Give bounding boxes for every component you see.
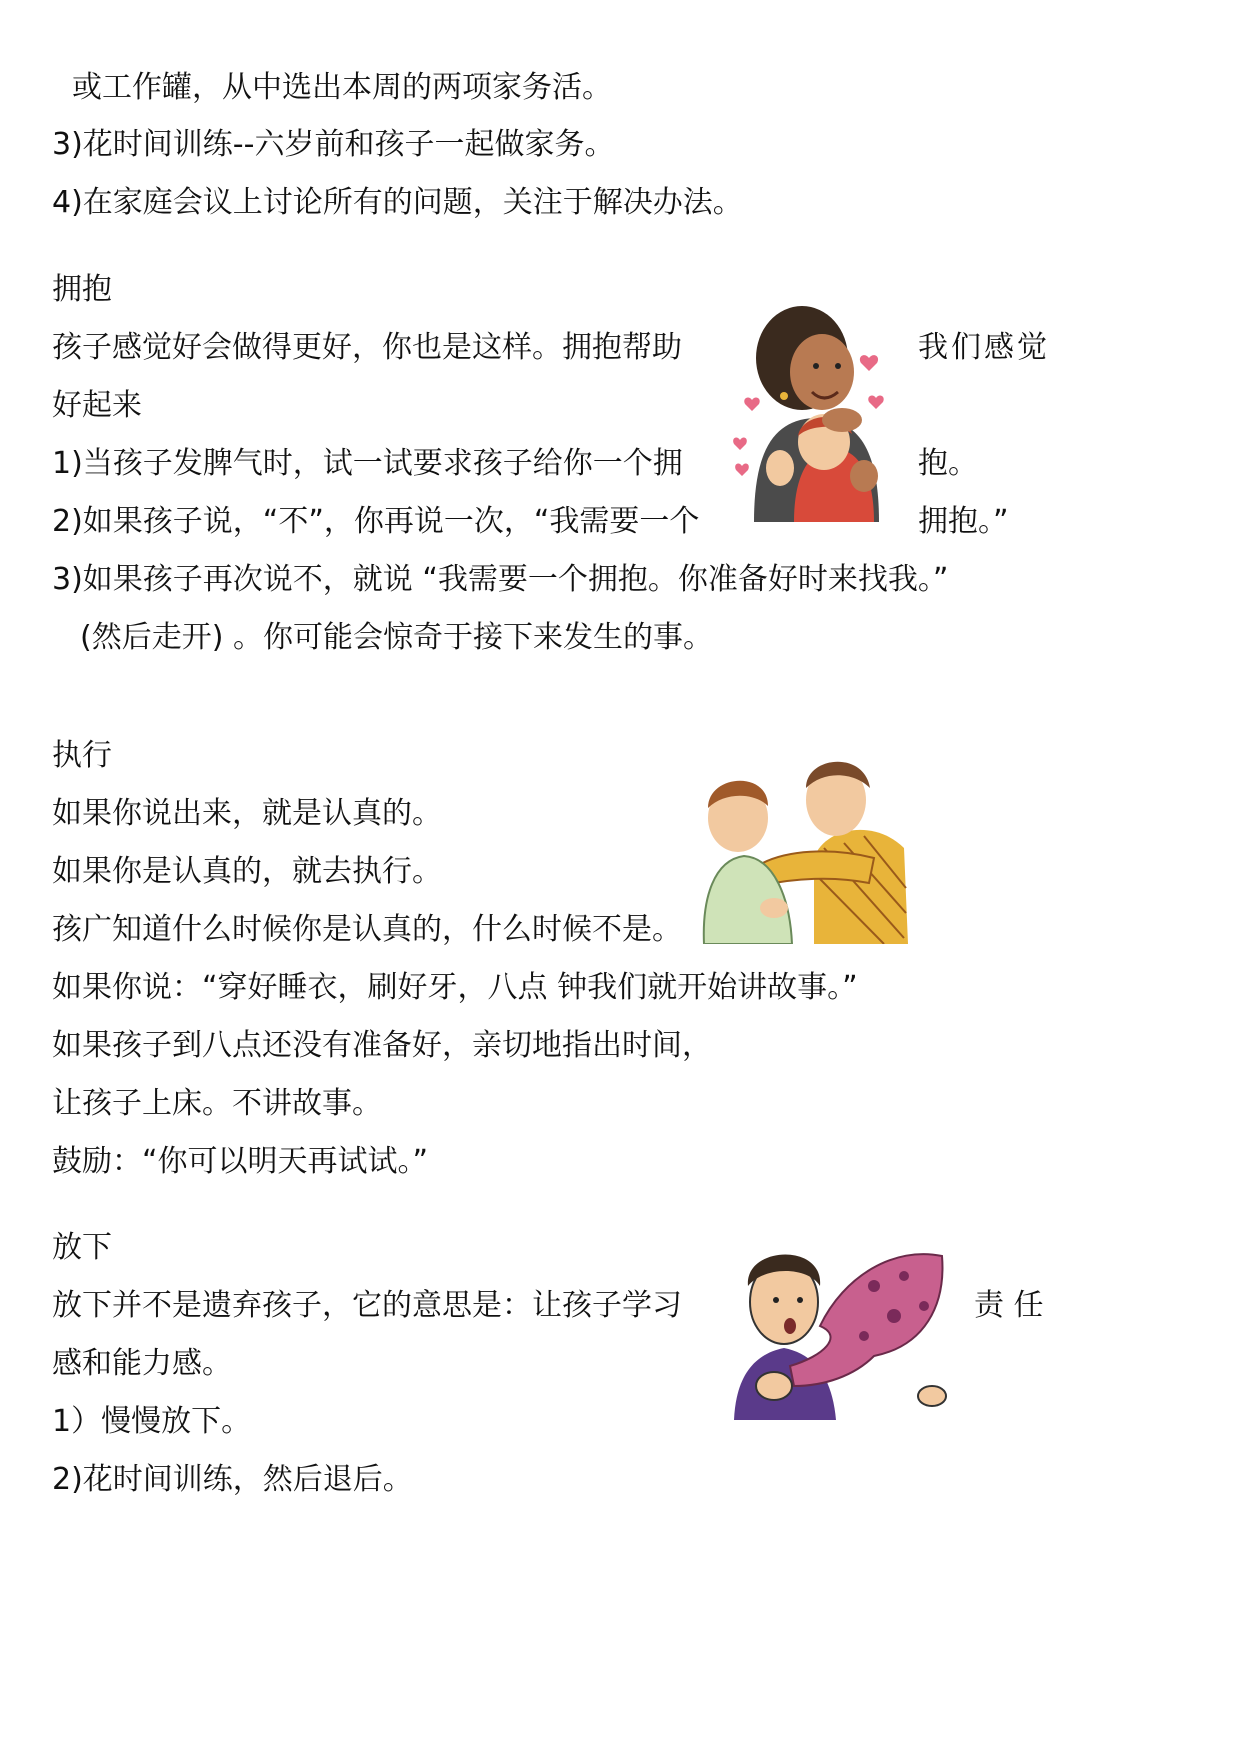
hug-paragraph-cont: 好起来: [52, 388, 142, 423]
letgo-item-2: 2)花时间训练，然后退后。: [52, 1462, 413, 1497]
follow-line-3: 孩广知道什么时候你是认真的，什么时候不是。: [52, 912, 682, 947]
follow-line-2: 如果你是认真的，就去执行。: [52, 854, 442, 889]
hug-item-2-right: 拥抱。”: [918, 504, 1009, 539]
hug-paragraph-right: 我们感觉: [918, 330, 1050, 365]
hug-paragraph-left: 孩子感觉好会做得更好，你也是这样。拥抱帮助: [52, 330, 682, 365]
intro-line-2: 3)花时间训练--六岁前和孩子一起做家务。: [52, 127, 615, 162]
section-heading-letgo: 放下: [52, 1230, 112, 1265]
follow-line-4: 如果你说：“穿好睡衣，刷好牙，八点 钟我们就开始讲故事。”: [52, 970, 858, 1005]
hug-item-1-left: 1)当孩子发脾气时，试一试要求孩子给你一个拥: [52, 446, 683, 481]
father-embracing-child-illustration: [694, 748, 908, 944]
follow-line-7: 鼓励：“你可以明天再试试。”: [52, 1144, 429, 1179]
hug-item-3: 3)如果孩子再次说不，就说 “我需要一个拥抱。你准备好时来找我。”: [52, 562, 949, 597]
hug-item-3-cont: (然后走开) 。你可能会惊奇于接下来发生的事。: [80, 620, 713, 655]
follow-line-5: 如果孩子到八点还没有准备好，亲切地指出时间，: [52, 1028, 712, 1063]
letgo-paragraph-cont: 感和能力感。: [52, 1346, 232, 1381]
follow-line-1: 如果你说出来，就是认真的。: [52, 796, 442, 831]
follow-line-6: 让孩子上床。不讲故事。: [52, 1086, 382, 1121]
letgo-paragraph-left: 放下并不是遗弃孩子，它的意思是：让孩子学习: [52, 1288, 682, 1323]
hug-item-2-left: 2)如果孩子说，“不”，你再说一次，“我需要一个: [52, 504, 700, 539]
hug-item-1-right: 抱。: [918, 446, 978, 481]
section-heading-hug: 拥抱: [52, 272, 112, 307]
letgo-paragraph-right: 责 任: [974, 1288, 1044, 1323]
intro-line-3: 4)在家庭会议上讨论所有的问题，关注于解决办法。: [52, 185, 743, 220]
intro-line-1: 或工作罐，从中选出本周的两项家务活。: [72, 70, 612, 105]
mother-hugging-child-illustration: [724, 300, 904, 522]
section-heading-follow: 执行: [52, 738, 112, 773]
person-with-scarf-illustration: [724, 1236, 956, 1420]
letgo-item-1: 1）慢慢放下。: [52, 1404, 252, 1439]
